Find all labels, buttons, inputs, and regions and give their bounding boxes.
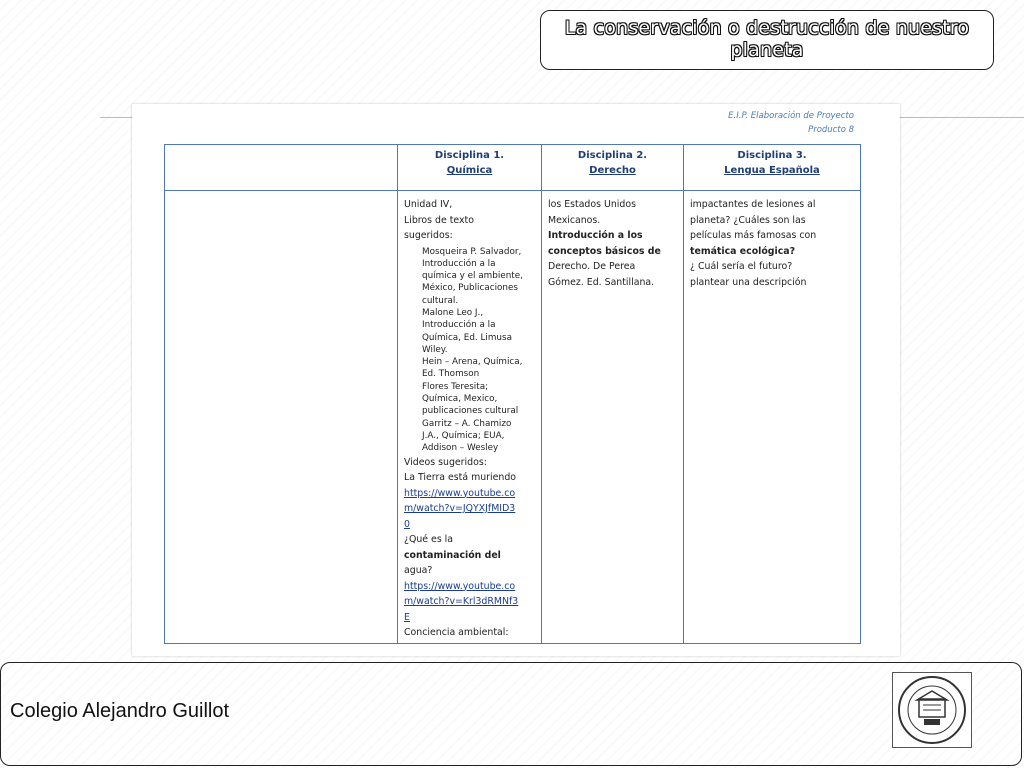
video-title: agua? xyxy=(404,565,433,577)
table-body-row xyxy=(165,191,861,644)
text-line: plantear una descripción xyxy=(690,276,807,288)
header-cell-derecho xyxy=(542,145,684,191)
accent-line-right xyxy=(900,117,1024,118)
text-line: planeta? ¿Cuáles son las xyxy=(690,214,806,226)
disciplines-table xyxy=(164,144,861,644)
header-cell-quimica xyxy=(398,145,542,191)
reference-line: Malone Leo J., xyxy=(422,307,484,318)
video-title: La Tierra está muriendo xyxy=(404,472,517,484)
quimica-content-cell xyxy=(398,191,542,644)
reference-line: Garritz – A. Chamizo xyxy=(422,418,512,429)
derecho-content-cell xyxy=(542,191,684,644)
references-list xyxy=(404,244,535,455)
slide-title xyxy=(540,10,994,70)
document-header-line-2: Producto 8 xyxy=(808,125,854,135)
video-link[interactable]: m/watch?v=Krl3dRMNf3 xyxy=(404,596,519,608)
video-link[interactable]: https://www.youtube.co xyxy=(404,487,516,499)
document-header-line-1: E.I.P. Elaboración de Proyecto xyxy=(728,111,854,121)
text-line: ¿ Cuál sería el futuro? xyxy=(690,261,793,272)
reference-line: publicaciones cultural xyxy=(422,406,519,417)
text-line: conceptos básicos de xyxy=(548,245,661,257)
lengua-content-cell xyxy=(684,191,861,644)
text-line: películas más famosas con xyxy=(690,230,817,241)
reference-line: Ed. Thomson xyxy=(422,369,480,380)
reference-line: química y el ambiente, xyxy=(422,271,523,282)
video-title: ¿Qué es la xyxy=(404,534,454,546)
empty-body-cell xyxy=(165,191,398,644)
closing-line: Conciencia ambiental: xyxy=(404,627,509,639)
column-subtitle: Derecho xyxy=(589,165,636,176)
video-link[interactable]: E xyxy=(404,611,410,623)
reference-line: Addison – Wesley xyxy=(422,443,499,454)
column-title: Disciplina 1. xyxy=(434,150,505,161)
reference-line: cultural. xyxy=(422,295,459,306)
accent-line-left xyxy=(100,117,132,118)
school-seal-icon xyxy=(892,672,972,748)
reference-line: Mosqueira P. Salvador, xyxy=(422,246,522,257)
document-image xyxy=(132,104,900,656)
column-title: Disciplina 3. xyxy=(737,150,807,161)
videos-label: Videos sugeridos: xyxy=(404,456,487,468)
document-header xyxy=(728,109,854,137)
text-line: Introducción a los xyxy=(548,230,643,241)
text-line: Libros de texto xyxy=(404,214,474,226)
text-line: Derecho. De Perea xyxy=(548,261,636,272)
text-line: temática ecológica? xyxy=(690,245,796,257)
reference-line: Química, Mexico, xyxy=(422,394,498,405)
video-link[interactable]: 0 xyxy=(404,518,410,530)
text-line: impactantes de lesiones al xyxy=(690,199,816,210)
text-line: Unidad IV, xyxy=(404,199,453,210)
slide-title-line-2: planeta xyxy=(730,39,804,61)
column-title: Disciplina 2. xyxy=(577,150,648,161)
video-title: contaminación del xyxy=(404,549,501,561)
video-link[interactable]: m/watch?v=JQYXJfMID3 xyxy=(404,503,516,515)
reference-line: Flores Teresita; xyxy=(422,381,489,392)
school-name: Colegio Alejandro Guillot xyxy=(10,700,230,722)
reference-line: Hein – Arena, Química, xyxy=(422,357,523,368)
text-line: los Estados Unidos xyxy=(548,199,636,210)
text-line: sugeridos: xyxy=(404,230,453,241)
text-line: Mexicanos. xyxy=(548,214,601,226)
column-subtitle: Química xyxy=(446,165,493,176)
reference-line: México, Publicaciones xyxy=(422,283,518,294)
reference-line: Wiley. xyxy=(422,344,448,355)
slide-title-line-1: La conservación o destrucción de nuestro xyxy=(564,17,970,39)
reference-line: Introducción a la xyxy=(422,320,496,331)
reference-line: Introducción a la xyxy=(422,258,496,269)
text-line: Gómez. Ed. Santillana. xyxy=(548,276,655,288)
reference-line: J.A., Química; EUA, xyxy=(422,430,505,441)
reference-line: Química, Ed. Limusa xyxy=(422,332,512,343)
table-header-row xyxy=(165,145,861,191)
header-cell-lengua xyxy=(684,145,861,191)
video-link[interactable]: https://www.youtube.co xyxy=(404,580,516,592)
column-subtitle: Lengua Española xyxy=(724,165,820,176)
empty-header-cell xyxy=(165,145,398,191)
